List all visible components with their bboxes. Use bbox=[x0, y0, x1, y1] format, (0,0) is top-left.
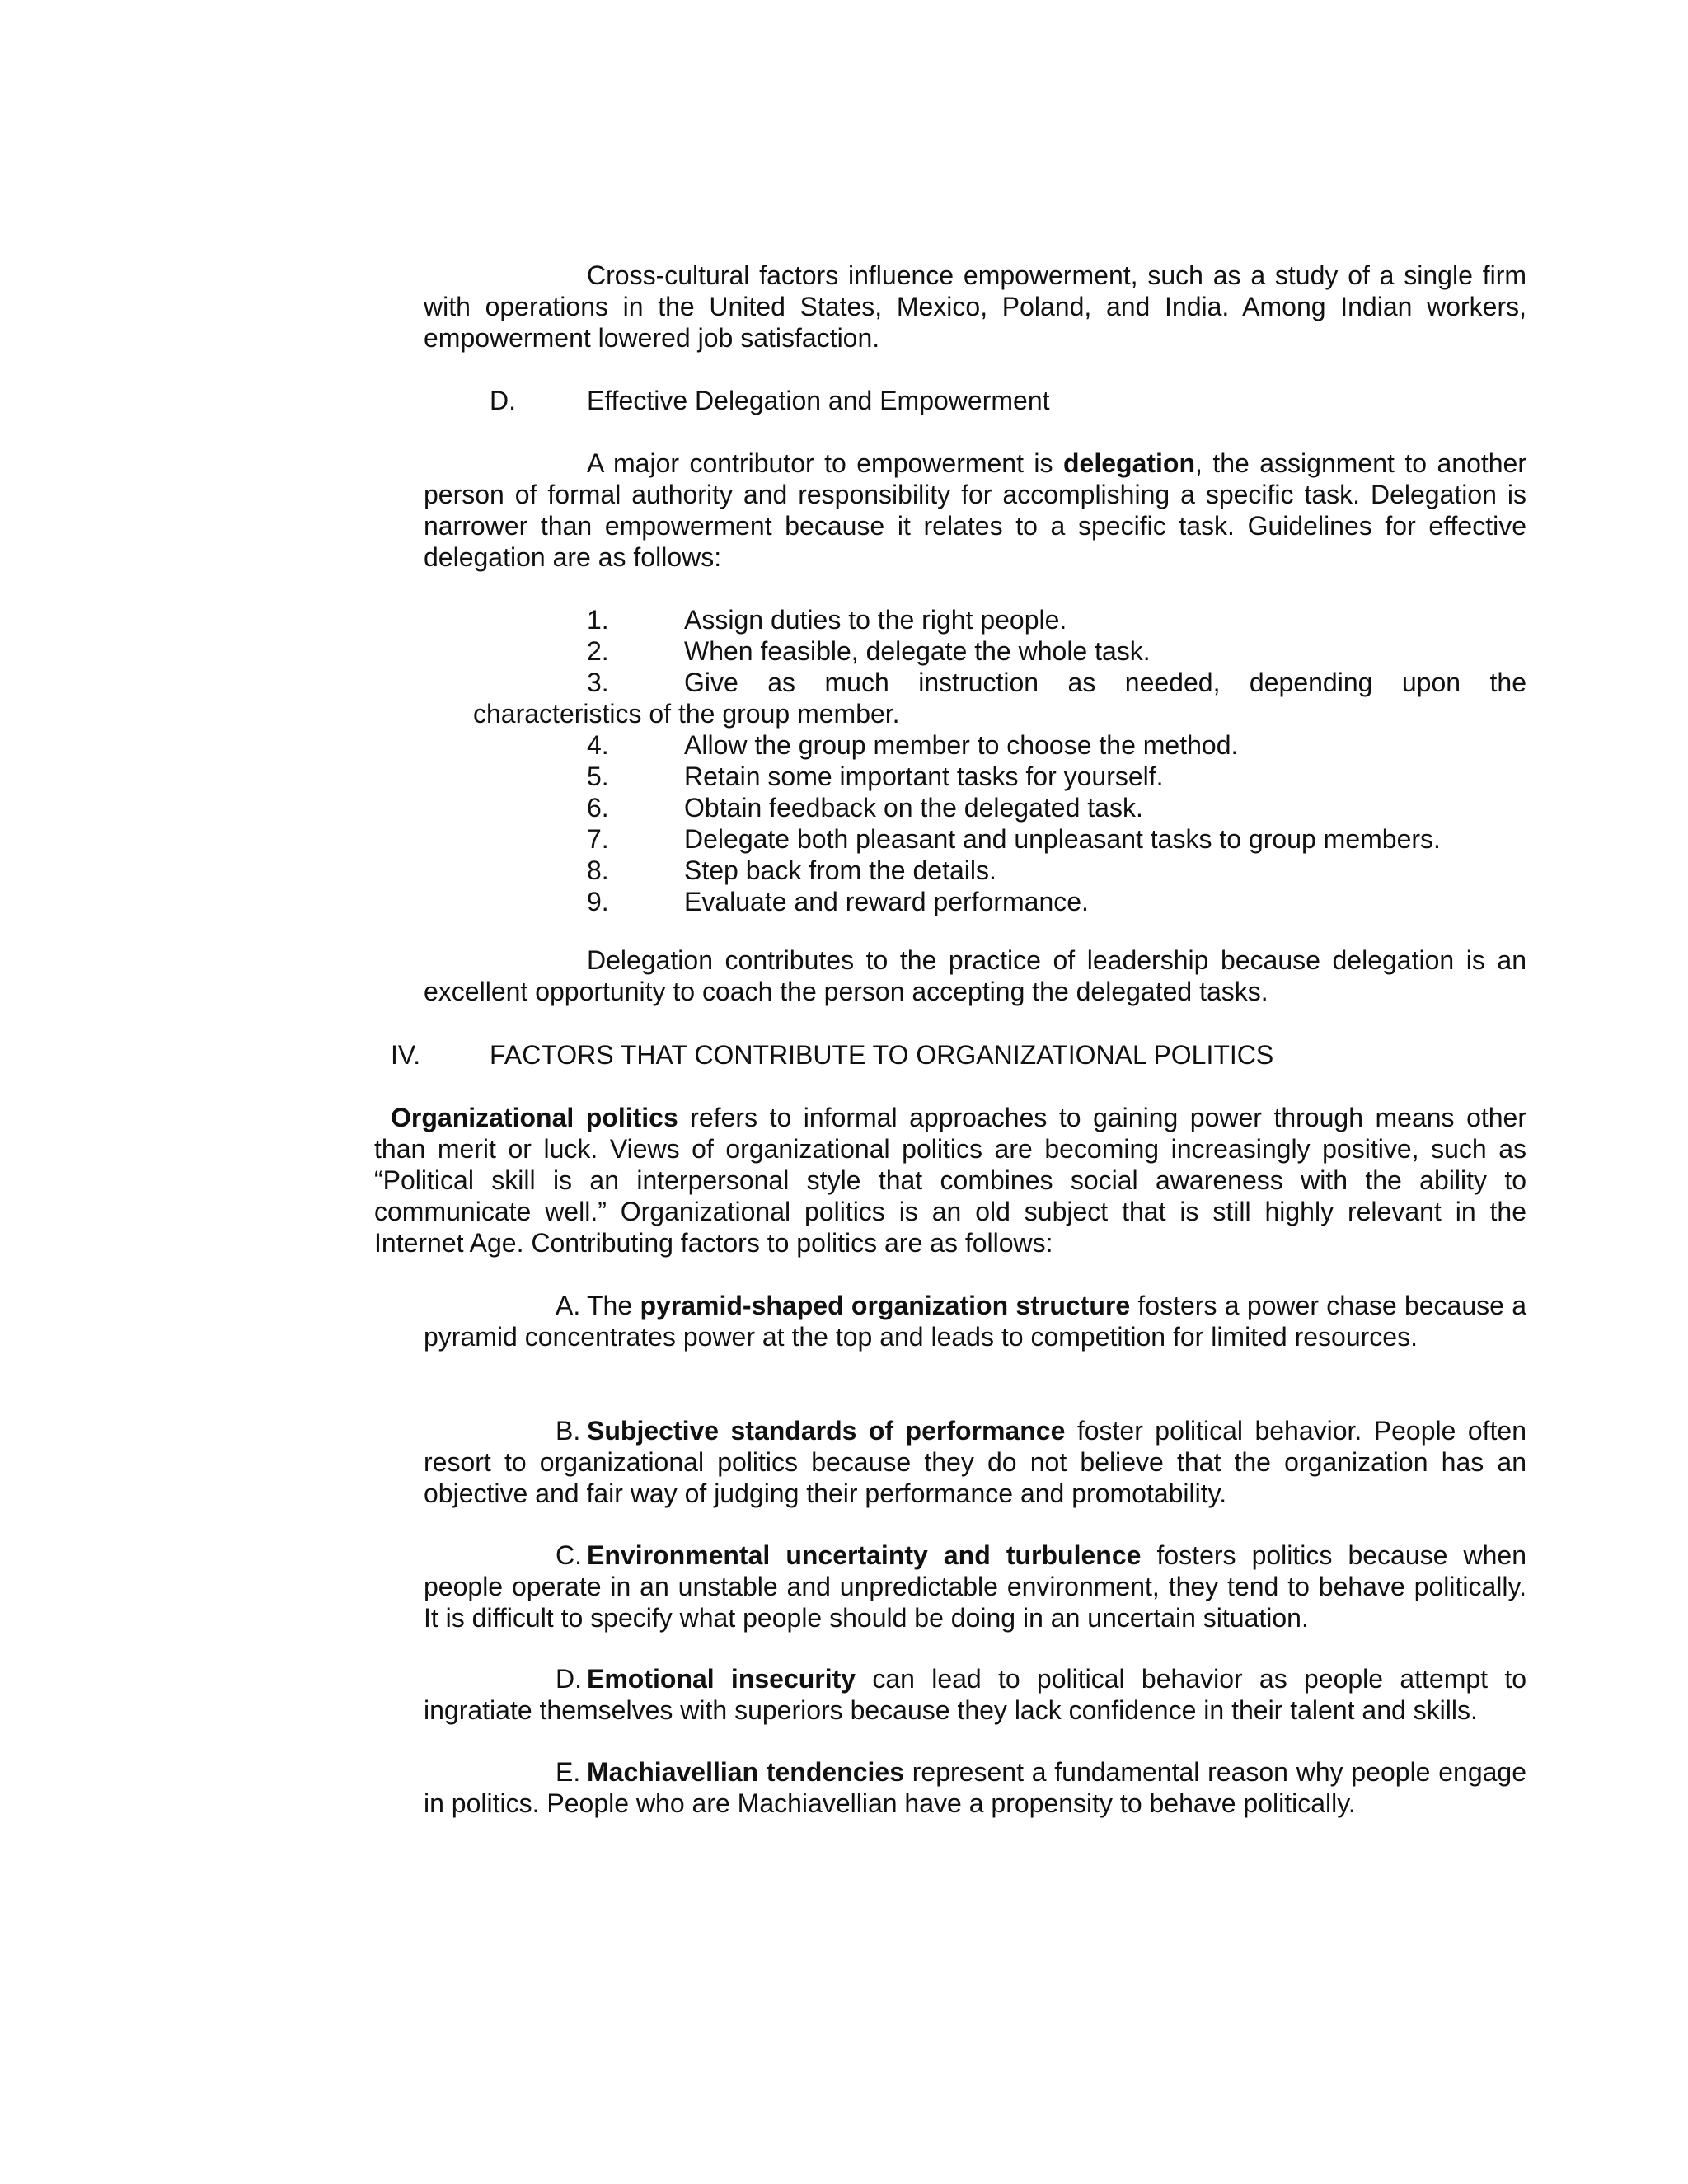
list-item-number: 8. bbox=[587, 855, 609, 885]
factor-item bbox=[424, 1540, 1526, 1633]
section-iv-label: IV. bbox=[391, 1040, 421, 1070]
organizational-politics-paragraph bbox=[374, 1102, 1526, 1258]
factor-text: represent a fundamental reason why people engage in politics. People who are Machiavellian have a propensity to behave politically. bbox=[424, 1757, 1526, 1818]
list-item-number: 3. bbox=[587, 668, 609, 697]
factor-text: foster political behavior. People often resort to organizational politics because they do not believe that the organization has an objective and fair way of judging their performance and promotability. bbox=[424, 1416, 1527, 1508]
factor-item bbox=[424, 1756, 1526, 1819]
list-item-text: When feasible, delegate the whole task. bbox=[684, 636, 1151, 666]
list-item bbox=[473, 667, 1526, 729]
list-item-text: Assign duties to the right people. bbox=[684, 605, 1067, 635]
list-item-number: 6. bbox=[587, 793, 609, 823]
factor-term: Emotional insecurity bbox=[587, 1664, 856, 1694]
factor-label: D. bbox=[556, 1664, 582, 1694]
factor-label: E. bbox=[556, 1757, 581, 1787]
factor-text: fosters a power chase because a pyramid concentrates power at the top and leads to competition for limited resources. bbox=[424, 1291, 1527, 1352]
list-item-number: 5. bbox=[587, 762, 609, 791]
list-item-text: Obtain feedback on the delegated task. bbox=[684, 793, 1143, 823]
factor-label: C. bbox=[556, 1540, 582, 1570]
factor-term: Environmental uncertainty and turbulence bbox=[587, 1540, 1142, 1570]
factor-term: Subjective standards of performance bbox=[587, 1416, 1066, 1446]
delegation-term: delegation bbox=[1062, 448, 1195, 478]
section-d-title: Effective Delegation and Empowerment bbox=[587, 386, 1050, 415]
factor-text-pre: The bbox=[587, 1291, 640, 1320]
factor-item bbox=[424, 1290, 1526, 1352]
list-item-number: 7. bbox=[587, 824, 609, 854]
list-item-text: Evaluate and reward performance. bbox=[684, 887, 1089, 916]
list-item-text: Retain some important tasks for yourself. bbox=[684, 762, 1164, 791]
factor-text: can lead to political behavior as people attempt to ingratiate themselves with superiors because they lack confidence in their talent and skills. bbox=[424, 1664, 1527, 1725]
factor-label: A. bbox=[556, 1291, 581, 1320]
section-iv-heading bbox=[391, 1039, 1528, 1071]
list-item-number: 1. bbox=[587, 605, 609, 635]
factor-item bbox=[424, 1415, 1526, 1509]
organizational-politics-term: Organizational politics bbox=[391, 1103, 678, 1132]
section-iv-title: FACTORS THAT CONTRIBUTE TO ORGANIZATIONAL POLITICS bbox=[490, 1040, 1274, 1070]
list-item-text: Allow the group member to choose the method. bbox=[684, 730, 1239, 760]
section-d-heading bbox=[490, 385, 1528, 416]
list-item-number: 9. bbox=[587, 887, 609, 916]
delegation-text-before: A major contributor to empowerment is bbox=[587, 448, 1063, 478]
factor-term: Machiavellian tendencies bbox=[587, 1757, 905, 1787]
list-item-text: Give as much instruction as needed, depending upon the characteristics of the group member. bbox=[473, 668, 1526, 729]
intro-paragraph: Cross-cultural factors influence empowerment, such as a study of a single firm with operations in the United States, Mexico, Poland, and India. Among Indian workers, empowerment lowered job satisfaction. bbox=[424, 260, 1526, 353]
list-item-text: Delegate both pleasant and unpleasant tasks to group members. bbox=[684, 824, 1441, 854]
factor-text: fosters politics because when people operate in an unstable and unpredictable environment, they tend to behave politically. It is difficult to specify what people should be doing in an uncertain situation. bbox=[424, 1540, 1527, 1633]
factor-label: B. bbox=[556, 1416, 581, 1446]
delegation-paragraph bbox=[424, 448, 1526, 573]
section-d-label: D. bbox=[490, 386, 516, 415]
list-item-number: 2. bbox=[587, 636, 609, 666]
factor-item bbox=[424, 1663, 1526, 1726]
organizational-politics-text: refers to informal approaches to gaining power through means other than merit or luck. Views of organizational politics are becoming increasingly positive, such as “Political skill is an interpersonal style that combines social awareness with the ability to communicate well.” Organizational politics is an old subject that is still highly relevant in the Internet Age. Contributing factors to politics are as follows: bbox=[374, 1103, 1527, 1258]
delegation-closing-paragraph: Delegation contributes to the practice of leadership because delegation is an excellent opportunity to coach the person accepting the delegated tasks. bbox=[424, 945, 1526, 1006]
factor-term: pyramid-shaped organization structure bbox=[640, 1291, 1131, 1320]
list-item-number: 4. bbox=[587, 730, 609, 760]
delegation-text-after: , the assignment to another person of formal authority and responsibility for accomplishing a specific task. Delegation is narrower than empowerment because it relates to a specific task. Guidelines for effective delegation are as follows: bbox=[424, 448, 1527, 572]
list-item-text: Step back from the details. bbox=[684, 855, 996, 885]
